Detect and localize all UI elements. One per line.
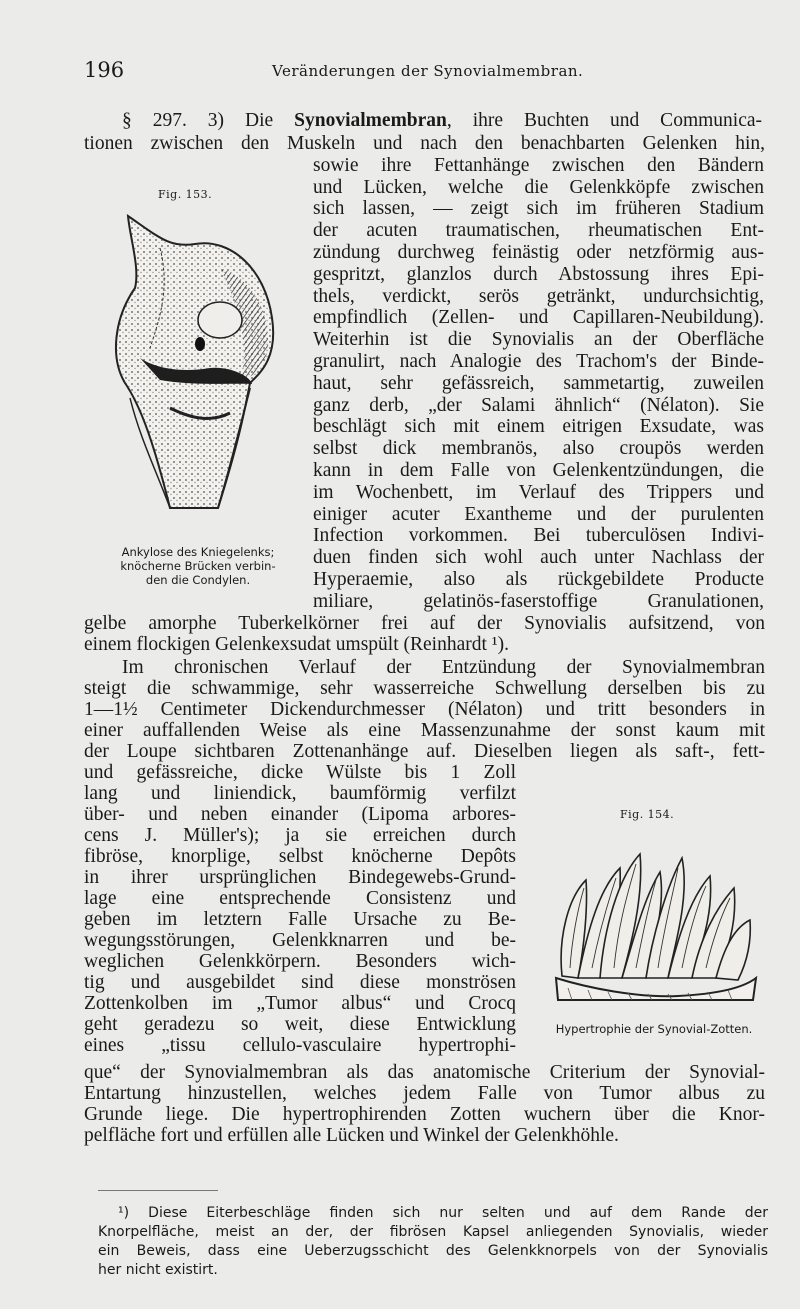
body-line: Zottenkolben im „Tumor albus“ und Crocq xyxy=(84,993,516,1014)
body-line: cens J. Müller's); ja sie erreichen durch xyxy=(84,825,516,846)
body-line: zündung durchweg feinästig oder netzförmig aus- xyxy=(313,242,764,263)
body-line: im Wochenbett, im Verlauf des Trippers und xyxy=(313,481,764,503)
body-line: und Lücken, welche die Gelenkköpfe zwischen xyxy=(313,176,764,198)
body-line: fibröse, knorplige, selbst knöcherne Depôts xyxy=(84,846,516,867)
figure-153-knee-illustration xyxy=(100,208,282,526)
body-line: 1—1½ Centimeter Dickendurchmesser (Nélaton) und tritt besonders in xyxy=(84,699,765,720)
body-line: steigt die schwammige, sehr wasserreiche Schwellung derselben bis zu xyxy=(84,678,765,699)
body-line: duen finden sich wohl auch unter Nachlass der xyxy=(313,547,764,569)
body-line: einem flockigen Gelenkexsudat umspült (Reinhardt ¹). xyxy=(84,634,509,656)
body-line: Entartung hinzustellen, welches jedem Falle von Tumor albus zu xyxy=(84,1083,765,1104)
body-line: lage eine entsprechende Consistenz und xyxy=(84,888,516,909)
body-line: lang und liniendick, baumförmig verfilzt xyxy=(84,783,516,804)
figure-154-caption: Hypertrophie der Synovial-Zotten. xyxy=(555,1022,753,1036)
footnote-line: Knorpelfläche, meist an der, der fibrösen Kapsel anliegenden Synovialis, wieder xyxy=(98,1224,768,1240)
body-line: und gefässreiche, dicke Wülste bis 1 Zoll xyxy=(84,762,516,783)
body-line: selbst dick membranös, also croupös werden xyxy=(313,438,764,460)
body-line: Im chronischen Verlauf der Entzündung der Synovialmembran xyxy=(122,657,765,678)
figure-154-villi-illustration xyxy=(548,828,760,1006)
figure-153-caption-line: Ankylose des Kniegelenks; xyxy=(121,545,275,559)
body-line: gespritzt, glanzlos durch Abstossung ihres Epi- xyxy=(313,263,764,285)
body-line: sowie ihre Fettanhänge zwischen den Bändern xyxy=(313,154,764,176)
figure-154-label: Fig. 154. xyxy=(620,808,675,821)
body-line: einiger acuter Exantheme und der purulenten xyxy=(313,503,764,525)
section-number: § 297. 3) Die xyxy=(122,110,295,131)
body-line: Infection vorkommen. Bei tuberculösen Indivi- xyxy=(313,525,764,547)
body-line: tig und ausgebildet sind diese monströsen xyxy=(84,972,516,993)
body-line: eines „tissu cellulo-vasculaire hypertrophi- xyxy=(84,1035,516,1056)
body-line: pelfläche fort und erfüllen alle Lücken und Winkel der Gelenkhöhle. xyxy=(84,1125,619,1146)
body-line: que“ der Synovialmembran als das anatomische Criterium der Synovial- xyxy=(84,1062,765,1083)
body-line: geht geradezu so weit, diese Entwicklung xyxy=(84,1014,516,1035)
footnote-line: ¹) Diese Eiterbeschläge finden sich nur selten und auf dem Rande der xyxy=(118,1205,768,1221)
keyword-synovialmembran: Synovialmembran xyxy=(294,110,447,131)
body-line: empfindlich (Zellen- und Capillaren-Neubildung). xyxy=(313,307,764,329)
footnote-rule xyxy=(98,1190,218,1191)
body-line: thels, verdickt, serös getränkt, undurchsichtig, xyxy=(313,285,764,307)
body-line: Grunde liege. Die hypertrophirenden Zotten wuchern über die Knor- xyxy=(84,1104,765,1125)
body-line: wegungsstörungen, Gelenkknarren und be- xyxy=(84,930,516,951)
body-line: einer auffallenden Weise als eine Massenzunahme der sonst kaum mit xyxy=(84,720,765,741)
page-header xyxy=(84,58,760,88)
body-line: geben im letztern Falle Ursache zu Be- xyxy=(84,909,516,930)
body-line: miliare, gelatinös-faserstoffige Granulationen, xyxy=(313,590,764,612)
body-line: ganz derb, „der Salami ähnlich“ (Nélaton). Sie xyxy=(313,394,764,416)
body-line: der Loupe sichtbaren Zottenanhänge auf. Dieselben liegen als saft-, fett- xyxy=(84,741,765,762)
footnote-line: her nicht existirt. xyxy=(98,1262,218,1278)
body-line-rest: , ihre Buchten und Communica- xyxy=(446,110,762,131)
body-line: haut, sehr gefässreich, sammetartig, zuweilen xyxy=(313,372,764,394)
footnote-line: ein Beweis, dass eine Ueberzugsschicht des Gelenkknorpels von der Synovialis xyxy=(98,1243,768,1259)
body-line: gelbe amorphe Tuberkelkörner frei auf der Synovialis aufsitzend, von xyxy=(84,612,765,634)
body-line: in ihrer ursprünglichen Bindegewebs-Grund- xyxy=(84,867,516,888)
figure-153-caption-line: den die Condylen. xyxy=(145,573,251,587)
body-line: tionen zwischen den Muskeln und nach den benachbarten Gelenken hin, xyxy=(84,133,765,154)
body-line: granulirt, nach Analogie des Trachom's der Binde- xyxy=(313,351,764,372)
body-line: der acuten traumatischen, rheumatischen Ent- xyxy=(313,220,764,242)
body-line: Weiterhin ist die Synovialis an der Oberfläche xyxy=(313,329,764,351)
body-line: sich lassen, — zeigt sich im früheren Stadium xyxy=(313,198,764,220)
page-number: 196 xyxy=(84,58,125,82)
body-line: kann in dem Falle von Gelenkentzündungen, die xyxy=(313,460,764,481)
figure-153-caption xyxy=(92,545,304,587)
figure-153-caption-line: knöcherne Brücken verbin- xyxy=(120,559,276,573)
body-line: weglichen Gelenkkörpern. Besonders wich- xyxy=(84,951,516,972)
body-line: Hyperaemie, also als rückgebildete Producte xyxy=(313,569,764,590)
figure-153-label: Fig. 153. xyxy=(158,188,213,201)
body-line: beschlägt sich mit einem eitrigen Exsudate, was xyxy=(313,416,764,438)
running-head: Veränderungen der Synovialmembran. xyxy=(272,62,584,80)
body-line: über- und neben einander (Lipoma arbores- xyxy=(84,804,516,825)
